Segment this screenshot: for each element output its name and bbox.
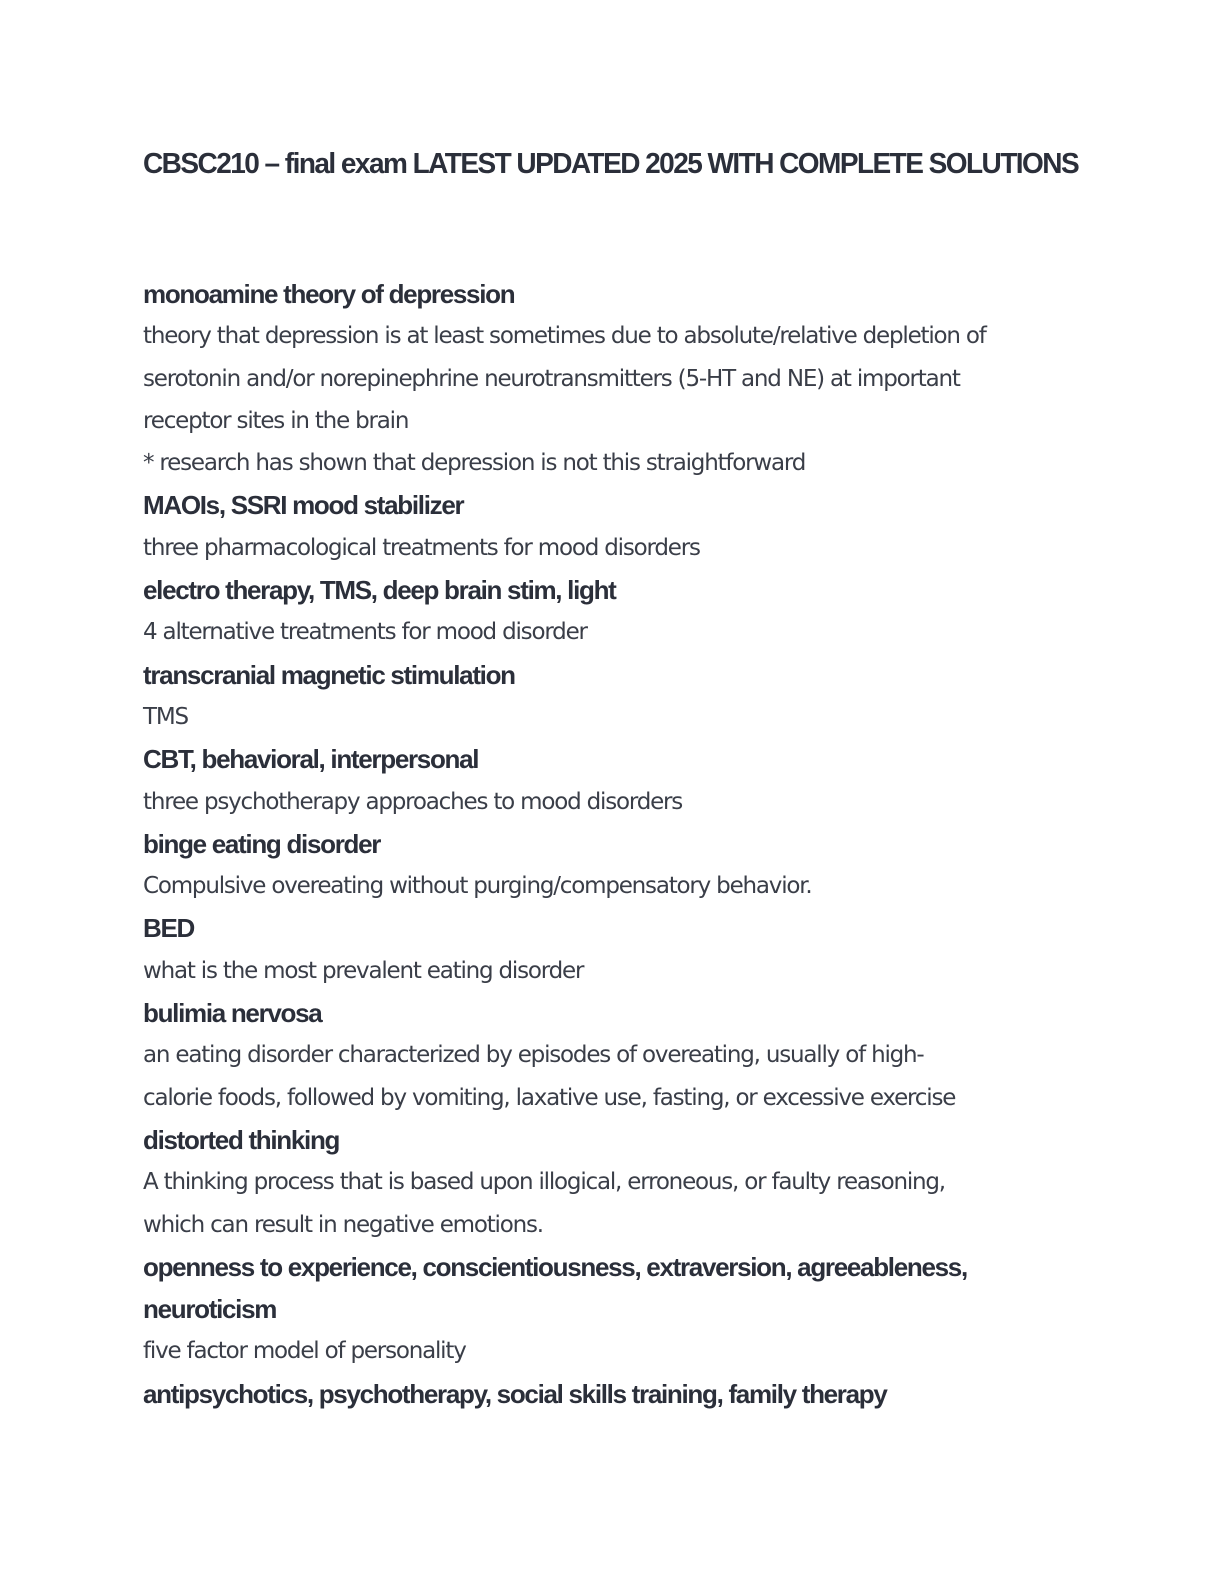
definition-line: receptor sites in the brain <box>143 407 409 434</box>
document-title: CBSC210 – final exam LATEST UPDATED 2025 WITH COMPLETE SOLUTIONS <box>143 148 1079 180</box>
flashcard-term: BED <box>143 913 194 944</box>
definition-line: 4 alternative treatments for mood disorder <box>143 619 587 646</box>
flashcard-definition <box>143 527 1083 569</box>
flashcard-term: binge eating disorder <box>143 828 381 859</box>
definition-line: TMS <box>143 703 188 730</box>
flashcard-list <box>143 273 1083 1415</box>
flashcard-entry <box>143 1373 1083 1415</box>
definition-line: * research has shown that depression is not this straightforward <box>143 450 806 477</box>
flashcard-definition <box>143 865 1083 907</box>
flashcard-entry <box>143 738 1083 823</box>
flashcard-definition <box>143 1330 1083 1372</box>
flashcard-term: transcranial magnetic stimulation <box>143 659 515 690</box>
definition-line: which can result in negative emotions. <box>143 1211 543 1238</box>
definition-line: serotonin and/or norepinephrine neurotransmitters (5-HT and NE) at important <box>143 365 960 392</box>
definition-line: three psychotherapy approaches to mood disorders <box>143 788 683 815</box>
definition-line: three pharmacological treatments for mood disorders <box>143 534 700 561</box>
flashcard-definition <box>143 611 1083 653</box>
flashcard-definition <box>143 781 1083 823</box>
flashcard-definition <box>143 950 1083 992</box>
flashcard-term: distorted thinking <box>143 1124 340 1155</box>
definition-line: A thinking process that is based upon illogical, erroneous, or faulty reasoning, <box>143 1169 945 1196</box>
flashcard-entry <box>143 654 1083 739</box>
flashcard-term: monoamine theory of depression <box>143 279 515 309</box>
flashcard-entry <box>143 907 1083 992</box>
flashcard-definition <box>143 315 1083 484</box>
flashcard-term: neuroticism <box>143 1294 277 1325</box>
flashcard-term: bulimia nervosa <box>143 998 322 1029</box>
flashcard-entry <box>143 484 1083 569</box>
flashcard-entry <box>143 1119 1083 1246</box>
definition-line: Compulsive overeating without purging/compensatory behavior. <box>143 873 812 900</box>
flashcard-term: antipsychotics, psychotherapy, social skills training, family therapy <box>143 1378 887 1409</box>
flashcard-term: openness to experience, conscientiousness, extraversion, agreeableness, <box>143 1251 967 1282</box>
flashcard-entry <box>143 823 1083 908</box>
definition-line: calorie foods, followed by vomiting, laxative use, fasting, or excessive exercise <box>143 1084 956 1111</box>
flashcard-term: CBT, behavioral, interpersonal <box>143 744 479 775</box>
flashcard-term: MAOIs, SSRI mood stabilizer <box>143 490 464 521</box>
definition-line: what is the most prevalent eating disorder <box>143 957 584 984</box>
definition-line: an eating disorder characterized by episodes of overeating, usually of high- <box>143 1042 924 1069</box>
flashcard-definition <box>143 1034 1083 1119</box>
flashcard-definition <box>143 696 1083 738</box>
definition-line: five factor model of personality <box>143 1338 466 1365</box>
flashcard-term: electro therapy, TMS, deep brain stim, light <box>143 575 616 606</box>
flashcard-entry <box>143 1246 1083 1373</box>
definition-line: theory that depression is at least sometimes due to absolute/relative depletion of <box>143 323 986 350</box>
flashcard-entry <box>143 569 1083 654</box>
flashcard-definition <box>143 1161 1083 1246</box>
flashcard-entry <box>143 992 1083 1119</box>
flashcard-entry <box>143 273 1083 484</box>
